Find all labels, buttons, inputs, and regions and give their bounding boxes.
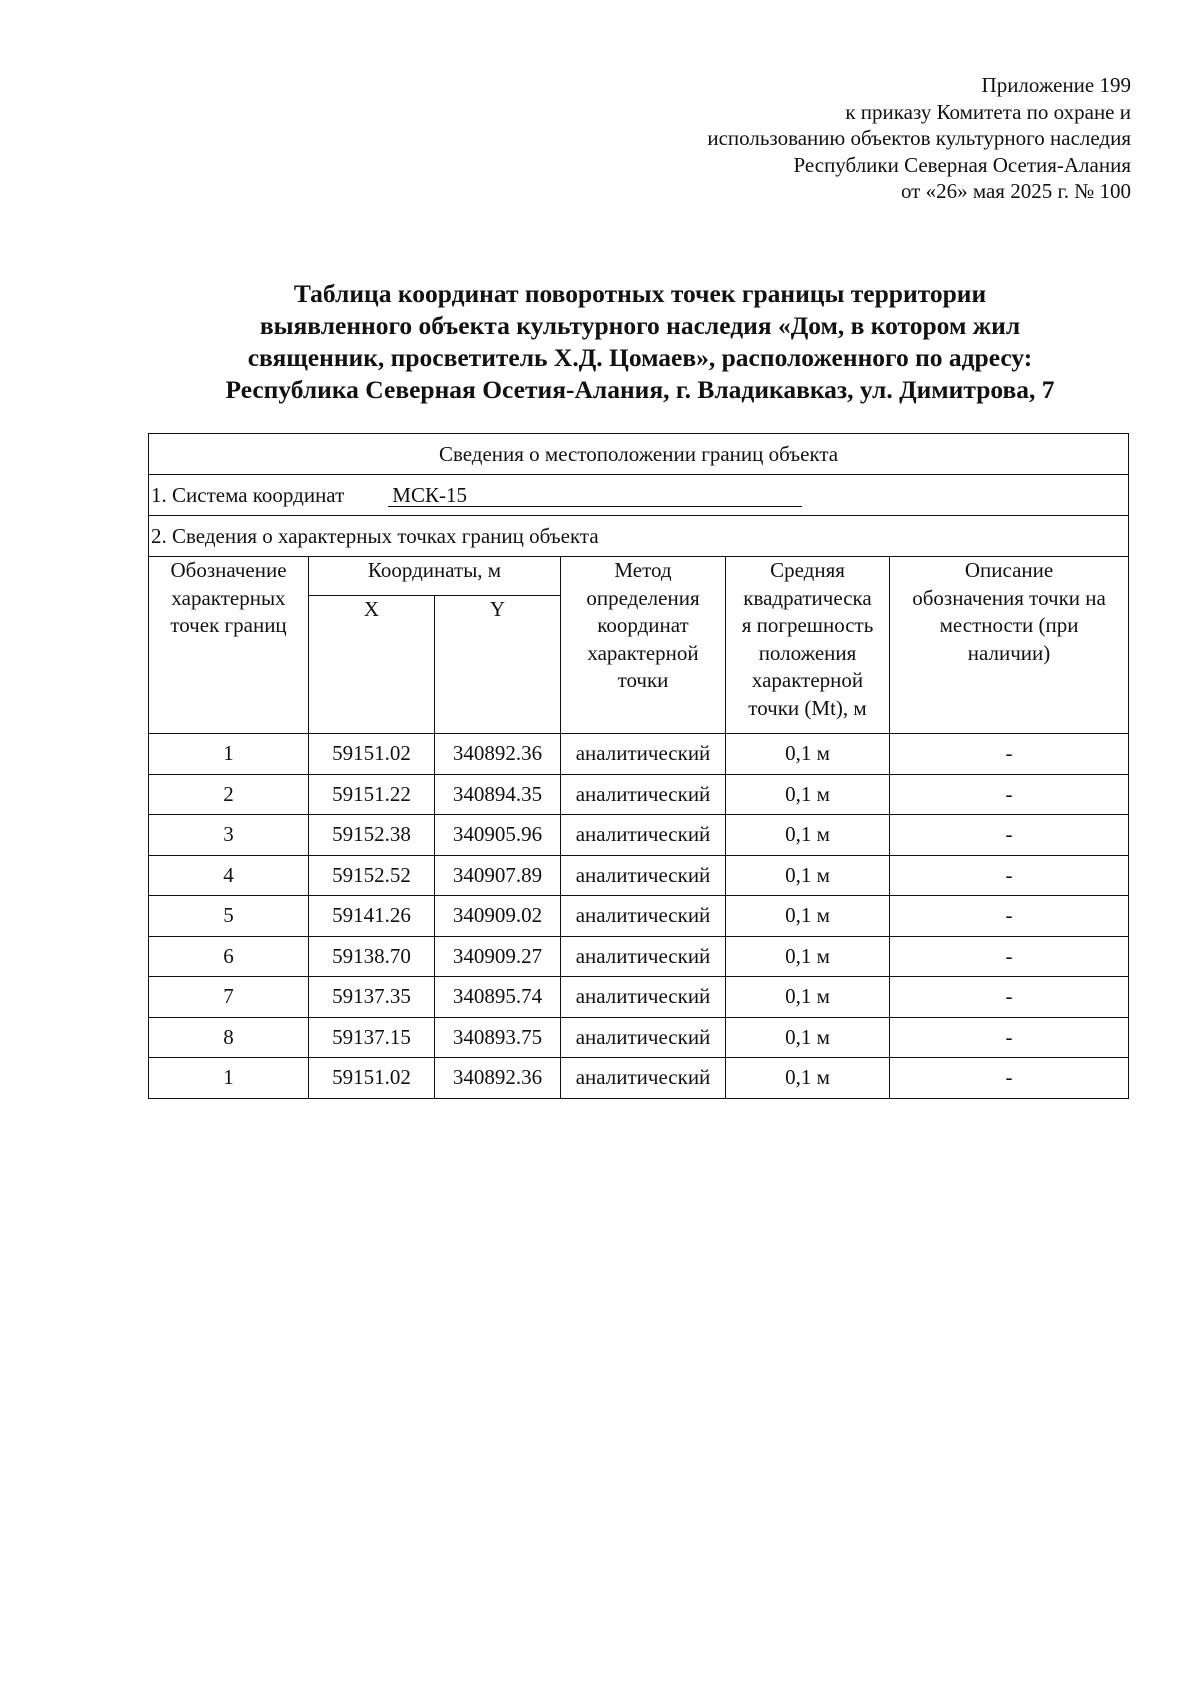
title-line: священник, просветитель Х.Д. Цомаев», расположенного по адресу: xyxy=(247,343,1033,372)
description-column-header xyxy=(890,557,1129,734)
method-cell: аналитический xyxy=(561,734,726,775)
coordinate-system-label: 1. Система координат xyxy=(151,483,345,507)
description-cell: - xyxy=(890,896,1129,937)
x-coordinate-cell: 59152.52 xyxy=(309,855,435,896)
table-row xyxy=(149,896,1129,937)
x-coordinate-cell: 59141.26 xyxy=(309,896,435,937)
method-cell: аналитический xyxy=(561,1058,726,1099)
coordinates-table xyxy=(148,433,1129,1099)
method-cell: аналитический xyxy=(561,855,726,896)
header-line: наличии) xyxy=(967,640,1051,665)
header-line: точки xyxy=(617,668,669,692)
error-cell: 0,1 м xyxy=(726,896,890,937)
appendix-block xyxy=(707,72,1131,205)
header-line: я погрешность xyxy=(741,613,874,637)
description-cell: - xyxy=(890,977,1129,1018)
point-id-cell: 5 xyxy=(149,896,309,937)
x-coordinate-cell: 59137.35 xyxy=(309,977,435,1018)
error-cell: 0,1 м xyxy=(726,1058,890,1099)
y-coordinate-cell: 340905.96 xyxy=(435,815,561,856)
table-row xyxy=(149,774,1129,815)
table-row xyxy=(149,734,1129,775)
header-line: положения xyxy=(758,640,857,665)
point-id-cell: 1 xyxy=(149,1058,309,1099)
method-cell: аналитический xyxy=(561,774,726,815)
method-cell: аналитический xyxy=(561,977,726,1018)
description-cell: - xyxy=(890,936,1129,977)
header-line: Метод xyxy=(614,558,672,582)
y-coordinate-cell: 340892.36 xyxy=(435,734,561,775)
x-coordinate-cell: 59152.38 xyxy=(309,815,435,856)
y-coordinate-cell: 340907.89 xyxy=(435,855,561,896)
header-line: Средняя xyxy=(770,558,845,582)
point-id-cell: 4 xyxy=(149,855,309,896)
table-row xyxy=(149,1017,1129,1058)
header-line: точек границ xyxy=(170,613,287,637)
header-line: характерных xyxy=(171,585,286,610)
x-coordinate-cell: 59151.02 xyxy=(309,734,435,775)
description-cell: - xyxy=(890,1058,1129,1099)
header-line: обозначения точки на xyxy=(912,585,1106,610)
header-line: квадратическа xyxy=(743,585,872,610)
table-row xyxy=(149,936,1129,977)
x-coordinate-cell: 59137.15 xyxy=(309,1017,435,1058)
error-cell: 0,1 м xyxy=(726,977,890,1018)
description-cell: - xyxy=(890,734,1129,775)
point-id-cell: 1 xyxy=(149,734,309,775)
description-cell: - xyxy=(890,815,1129,856)
x-column-header: X xyxy=(309,596,435,734)
header-line: координат xyxy=(597,613,689,637)
method-cell: аналитический xyxy=(561,936,726,977)
x-coordinate-cell: 59151.02 xyxy=(309,1058,435,1099)
y-coordinate-cell: 340895.74 xyxy=(435,977,561,1018)
point-id-cell: 6 xyxy=(149,936,309,977)
header-line: Обозначение xyxy=(170,558,287,582)
error-cell: 0,1 м xyxy=(726,855,890,896)
header-line: характерной xyxy=(751,668,864,692)
header-line: определения xyxy=(586,585,700,610)
header-line: характерной xyxy=(587,640,699,665)
appendix-line: от «26» мая 2025 г. № 100 xyxy=(900,179,1131,203)
method-cell: аналитический xyxy=(561,896,726,937)
method-column-header xyxy=(561,557,726,734)
y-coordinate-cell: 340909.02 xyxy=(435,896,561,937)
points-rows xyxy=(149,734,1129,1099)
points-header: 2. Сведения о характерных точках границ объекта xyxy=(149,516,1129,557)
header-line: местности (при xyxy=(939,613,1079,637)
title-line: Республика Северная Осетия-Алания, г. Владикавказ, ул. Димитрова, 7 xyxy=(225,375,1055,404)
y-coordinate-cell: 340892.36 xyxy=(435,1058,561,1099)
title-line: выявленного объекта культурного наследия «Дом, в котором жил xyxy=(259,311,1021,340)
x-coordinate-cell: 59138.70 xyxy=(309,936,435,977)
designation-column-header xyxy=(149,557,309,734)
appendix-line: к приказу Комитета по охране и xyxy=(845,99,1131,124)
appendix-line: Республики Северная Осетия-Алания xyxy=(793,152,1131,177)
x-coordinate-cell: 59151.22 xyxy=(309,774,435,815)
y-coordinate-cell: 340894.35 xyxy=(435,774,561,815)
error-cell: 0,1 м xyxy=(726,1017,890,1058)
description-cell: - xyxy=(890,1017,1129,1058)
appendix-line: Приложение 199 xyxy=(981,73,1131,97)
appendix-line: использованию объектов культурного наследия xyxy=(707,126,1131,150)
table-row xyxy=(149,977,1129,1018)
description-cell: - xyxy=(890,774,1129,815)
description-cell: - xyxy=(890,855,1129,896)
point-id-cell: 8 xyxy=(149,1017,309,1058)
error-column-header xyxy=(726,557,890,734)
error-cell: 0,1 м xyxy=(726,815,890,856)
document-title xyxy=(160,278,1120,406)
point-id-cell: 2 xyxy=(149,774,309,815)
error-cell: 0,1 м xyxy=(726,734,890,775)
title-line: Таблица координат поворотных точек границы территории xyxy=(293,279,987,308)
table-row xyxy=(149,855,1129,896)
table-row xyxy=(149,815,1129,856)
section-header: Сведения о местоположении границ объекта xyxy=(149,434,1129,475)
point-id-cell: 7 xyxy=(149,977,309,1018)
y-coordinate-cell: 340893.75 xyxy=(435,1017,561,1058)
error-cell: 0,1 м xyxy=(726,774,890,815)
method-cell: аналитический xyxy=(561,815,726,856)
y-column-header: Y xyxy=(435,596,561,734)
y-coordinate-cell: 340909.27 xyxy=(435,936,561,977)
table-row xyxy=(149,1058,1129,1099)
method-cell: аналитический xyxy=(561,1017,726,1058)
header-line: точки (Mt), м xyxy=(748,695,867,720)
coordinate-system-row xyxy=(149,475,1129,516)
coordinates-column-header: Координаты, м xyxy=(309,557,561,596)
header-line: Описание xyxy=(964,558,1054,582)
coordinate-system-value: МСК-15 xyxy=(388,484,802,507)
error-cell: 0,1 м xyxy=(726,936,890,977)
point-id-cell: 3 xyxy=(149,815,309,856)
